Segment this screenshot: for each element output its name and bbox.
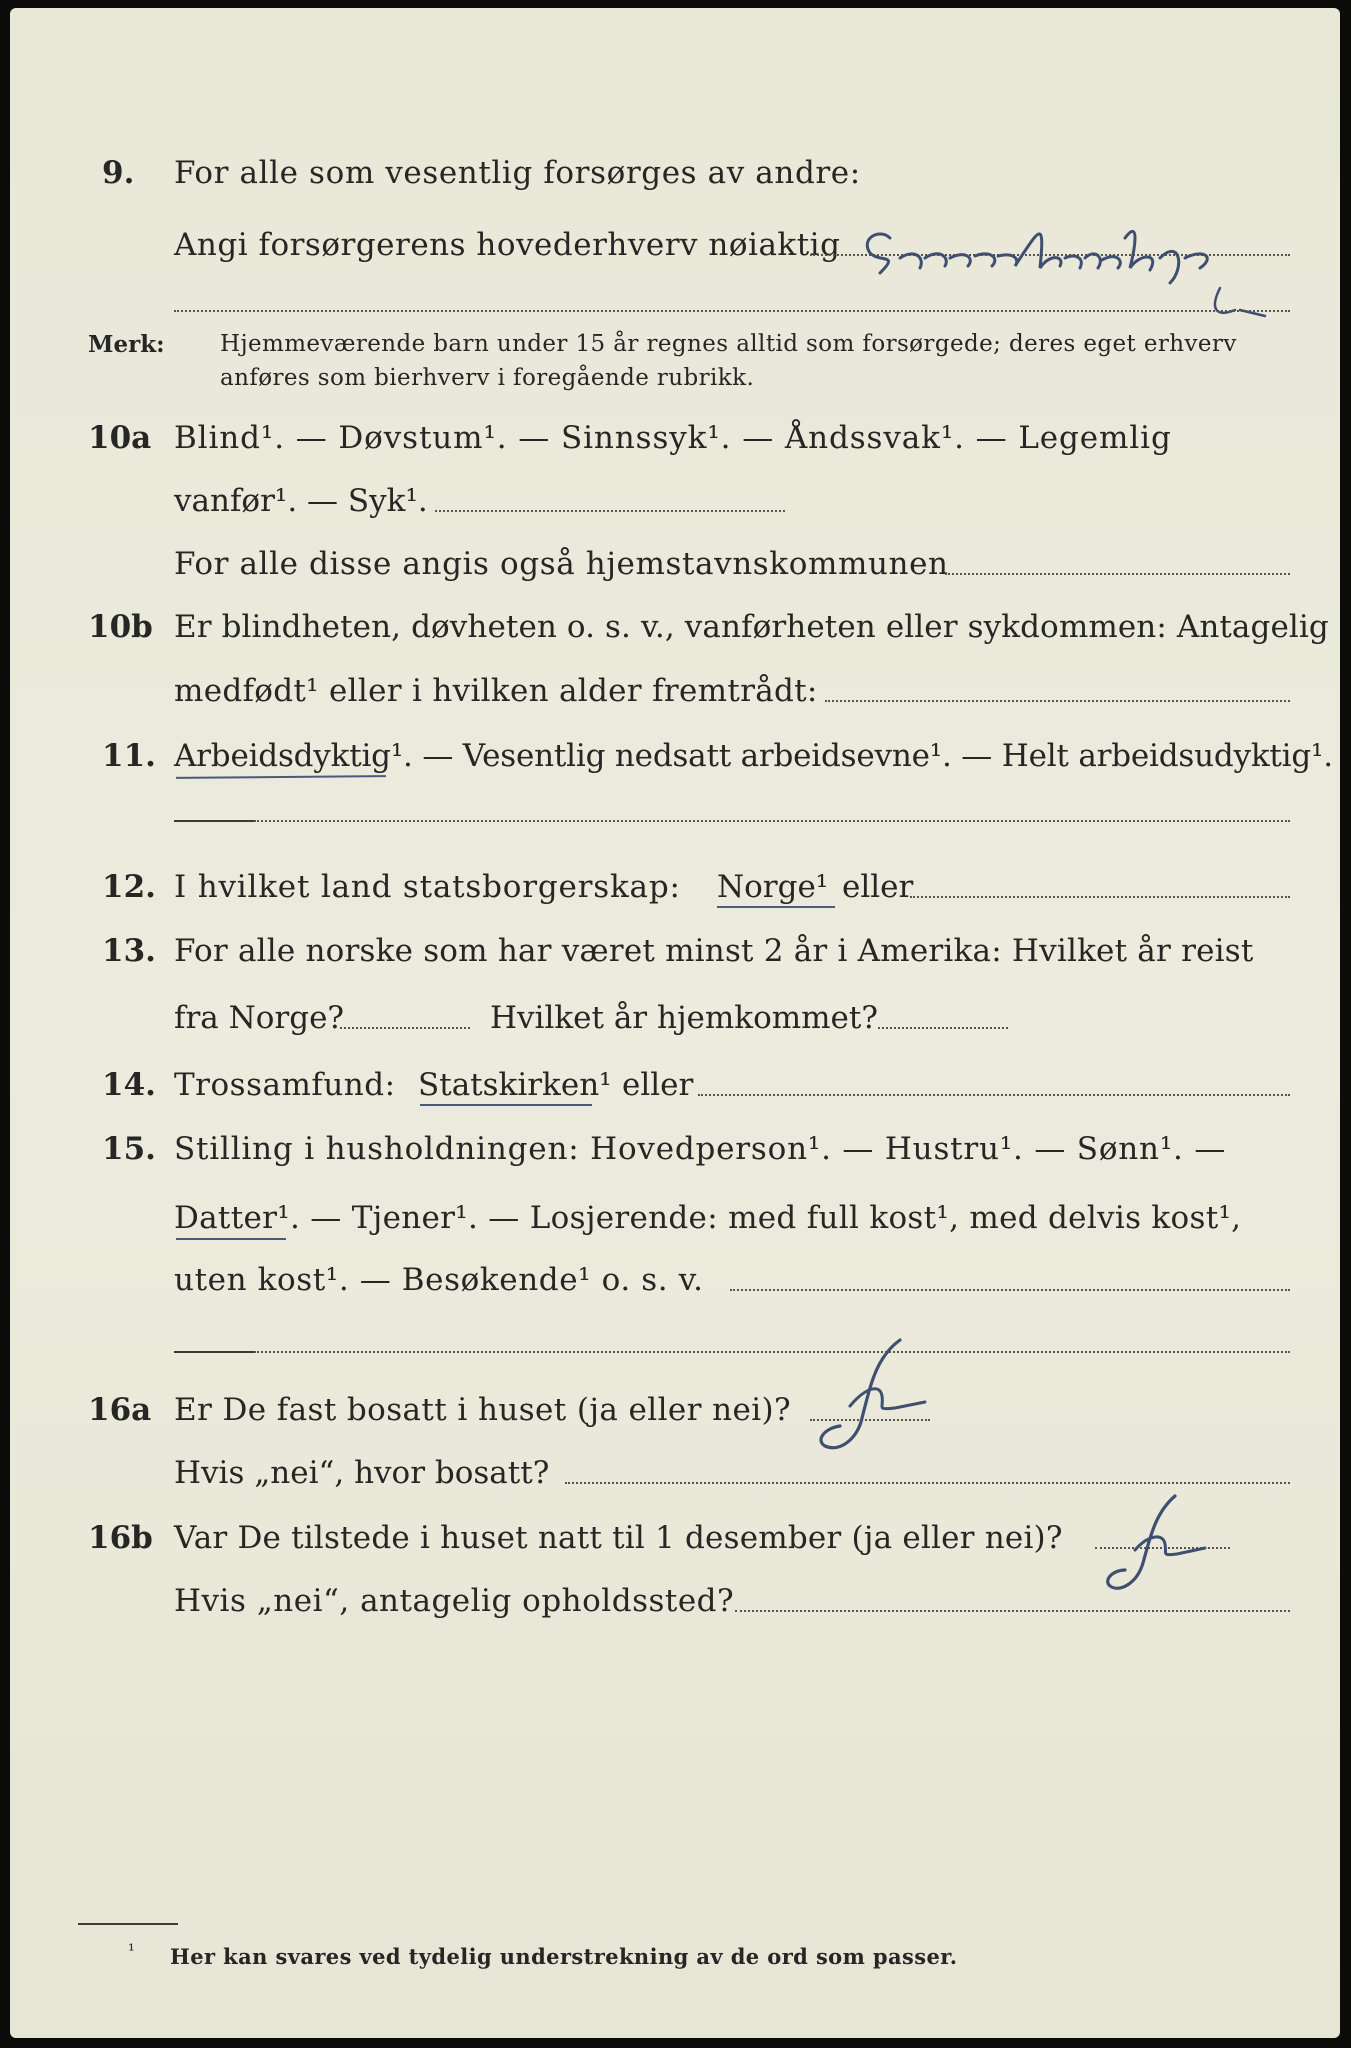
- q10a-syk-line: [435, 510, 785, 512]
- q16a-line1: Er De fast bosatt i huset (ja eller nei)?: [174, 1392, 792, 1428]
- merk-label: Merk:: [88, 331, 165, 358]
- q10a-number: 10a: [88, 420, 152, 456]
- q14-statskirken: Statskirken¹: [418, 1067, 612, 1103]
- q13-line2a: fra Norge?: [174, 1000, 345, 1036]
- q16a-line2: Hvis „nei“, hvor bosatt?: [174, 1455, 550, 1491]
- q15-number: 15.: [102, 1131, 156, 1167]
- q16a-number: 16a: [88, 1392, 152, 1428]
- q10b-line1: Er blindheten, døvheten o. s. v., vanførheten eller sykdommen: Antagelig: [174, 609, 1329, 645]
- q9-extra-line: [174, 310, 1290, 312]
- footnote-rule: [78, 1923, 178, 1925]
- q13-reist-line: [340, 1027, 470, 1029]
- q10a-line3: For alle disse angis også hjemstavnskommunen: [174, 546, 949, 582]
- q13-line1: For alle norske som har været minst 2 år i Amerika: Hvilket år reist: [174, 933, 1254, 969]
- q16b-opholdssted-line: [735, 1610, 1290, 1612]
- q12-norge: Norge¹: [717, 869, 829, 905]
- q10a-kommune-line: [945, 573, 1290, 575]
- q15-underline-datter: [176, 1238, 286, 1240]
- q13-number: 13.: [102, 933, 156, 969]
- footnote-text: Her kan svares ved tydelig understrekning av de ord som passer.: [170, 1944, 958, 1969]
- q14-number: 14.: [102, 1067, 156, 1103]
- q16a-handwritten-ja: [780, 1328, 940, 1458]
- merk-line2: anføres som bierhverv i foregående rubrikk.: [220, 365, 755, 391]
- q16b-handwritten-ja: [1075, 1488, 1225, 1598]
- q12-line1-pre: I hvilket land statsborgerskap:: [174, 869, 681, 905]
- q10a-line1: Blind¹. — Døvstum¹. — Sinnssyk¹. — Åndssvak¹. — Legemlig: [174, 420, 1172, 456]
- q11-number: 11.: [102, 738, 156, 774]
- q15-extra-line: [254, 1351, 1290, 1353]
- q10b-number: 10b: [88, 609, 153, 645]
- q12-number: 12.: [102, 869, 156, 905]
- q15-answer-line: [730, 1289, 1290, 1291]
- q15-line1: Stilling i husholdningen: Hovedperson¹. — Hustru¹. — Sønn¹. —: [174, 1131, 1227, 1167]
- q16b-line2: Hvis „nei“, antagelig opholdssted?: [174, 1583, 735, 1619]
- q16b-line1: Var De tilstede i huset natt til 1 desember (ja eller nei)?: [174, 1520, 1063, 1556]
- q13-line2b: Hvilket år hjemkommet?: [490, 1000, 878, 1036]
- q16a-bosatt-line: [565, 1482, 1290, 1484]
- q14-answer-line: [698, 1094, 1290, 1096]
- footnote-mark: ¹: [128, 1941, 135, 1961]
- census-form-page: [10, 8, 1340, 2038]
- q12-eller: eller: [842, 869, 914, 905]
- q15-line-start: [174, 1351, 254, 1353]
- q10b-line2: medfødt¹ eller i hvilken alder fremtrådt:: [174, 673, 818, 709]
- q14-underline-statskirken: [420, 1104, 592, 1106]
- q14-line1-pre: Trossamfund:: [174, 1067, 396, 1103]
- merk-line1: Hjemmeværende barn under 15 år regnes alltid som forsørgede; deres eget erhverv: [220, 331, 1237, 357]
- q15-line3: uten kost¹. — Besøkende¹ o. s. v.: [174, 1262, 704, 1298]
- q12-answer-line: [910, 896, 1290, 898]
- q11-answer-line: [254, 820, 1290, 822]
- q10b-answer-line: [825, 700, 1290, 702]
- q11-line1: Arbeidsdyktig¹. — Vesentlig nedsatt arbeidsevne¹. — Helt arbeidsudyktig¹.: [174, 738, 1333, 774]
- q12-underline-norge: [717, 906, 835, 908]
- q9-handwritten-answer: [840, 198, 1290, 328]
- q9-line2: Angi forsørgerens hovederhverv nøiaktig: [174, 227, 841, 263]
- q11-underline-arbeidsdyktig: [176, 775, 386, 779]
- q9-line1: For alle som vesentlig forsørges av andre:: [174, 155, 861, 191]
- q10a-line2: vanfør¹. — Syk¹.: [174, 483, 428, 519]
- q11-line-start: [174, 820, 254, 822]
- q16b-number: 16b: [88, 1520, 153, 1556]
- q9-number: 9.: [102, 155, 135, 191]
- q14-eller: eller: [622, 1067, 694, 1103]
- q13-hjemkommet-line: [878, 1027, 1008, 1029]
- q15-line2: Datter¹. — Tjener¹. — Losjerende: med full kost¹, med delvis kost¹,: [174, 1200, 1242, 1236]
